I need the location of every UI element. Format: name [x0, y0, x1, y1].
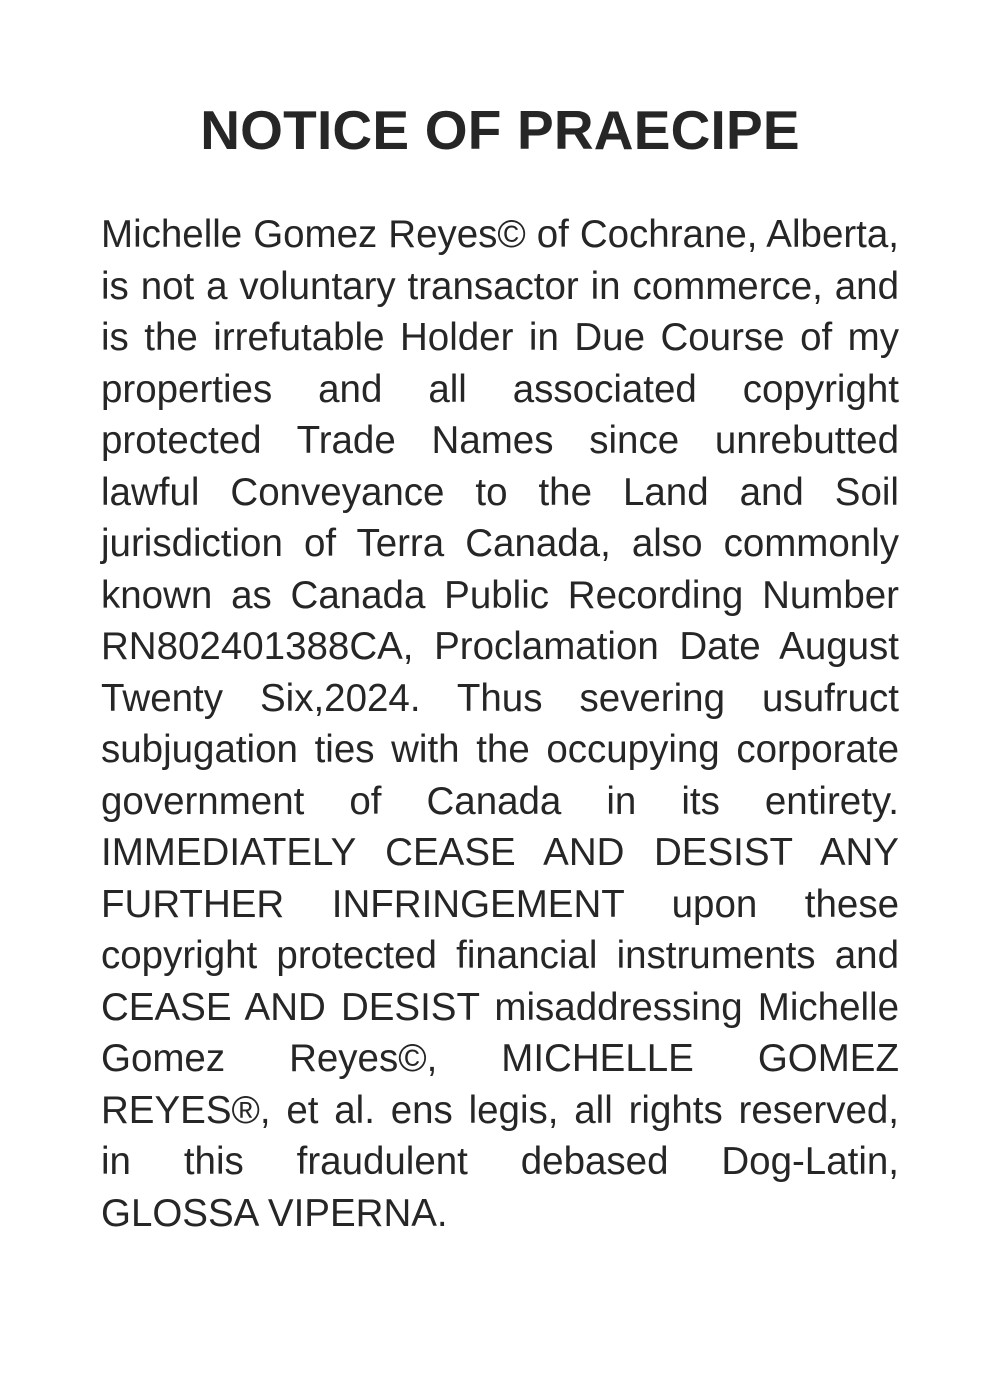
document-title: NOTICE OF PRAECIPE	[200, 99, 800, 161]
notice-body-paragraph: Michelle Gomez Reyes© of Cochrane, Alberta, is not a voluntary transactor in commerce, and is the irrefutable Holder in Due Course of my properties and all associated copyright protected Trade Names since unrebutted lawful Conveyance to the Land and Soil jurisdiction of Terra Canada, also commonly known as Canada Public Recording Number RN802401388CA, Proclamation Date August Twenty Six,2024. Thus severing usufruct subjugation ties with the occupying corporate government of Canada in its entirety. IMMEDIATELY CEASE AND DESIST ANY FURTHER INFRINGEMENT upon these copyright protected financial instruments and CEASE AND DESIST misaddressing Michelle Gomez Reyes©, MICHELLE GOMEZ REYES®, et al. ens legis, all rights reserved, in this fraudulent debased Dog-Latin, GLOSSA VIPERNA.	[101, 213, 899, 1235]
